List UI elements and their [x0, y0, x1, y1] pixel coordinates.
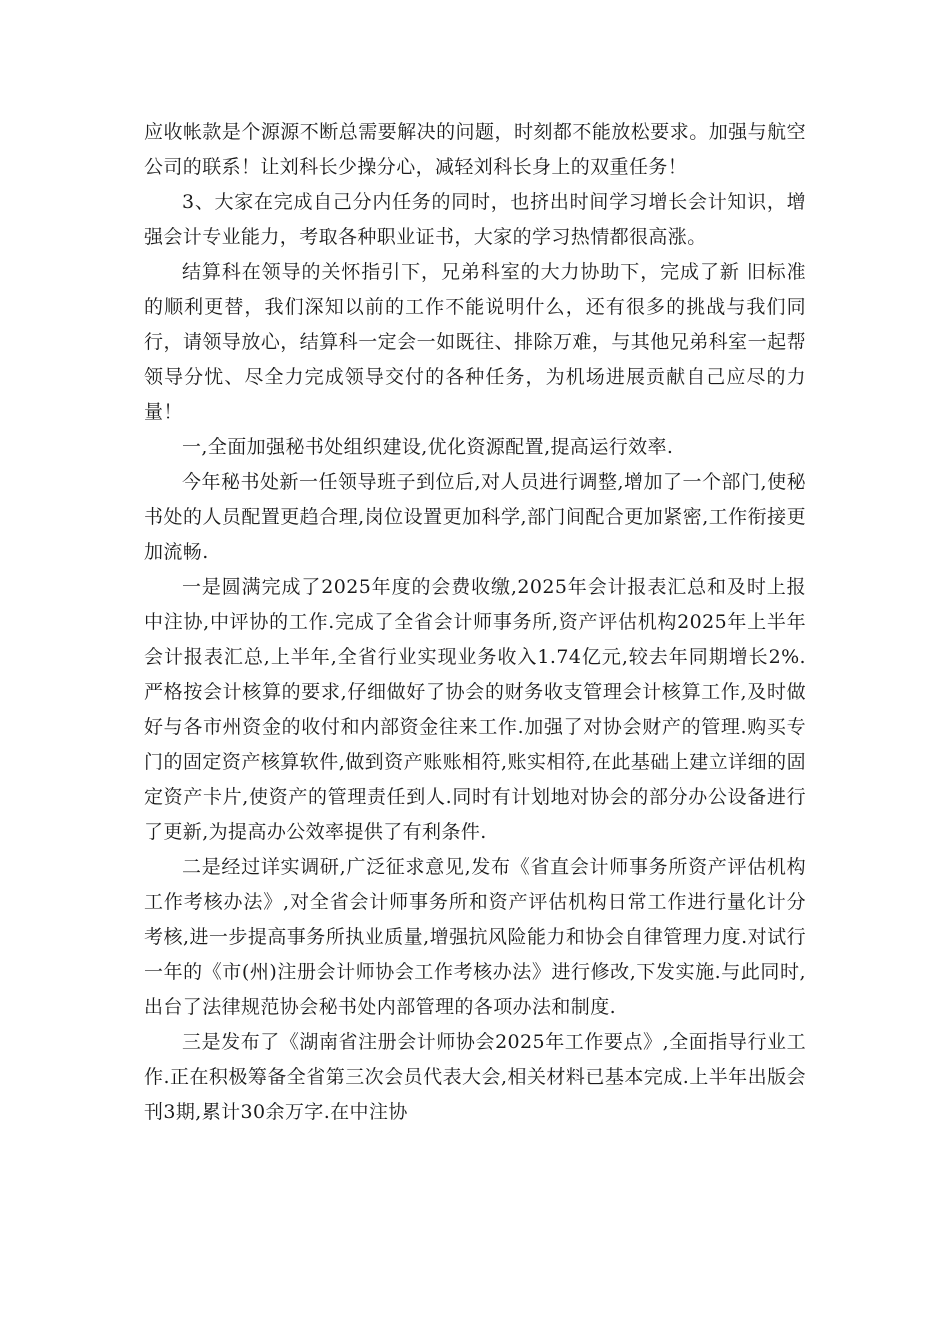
section-heading-organization: 一,全面加强秘书处组织建设,优化资源配置,提高运行效率.	[182, 436, 674, 458]
paragraph-settlement-summary: 结算科在领导的关怀指引下，兄弟科室的大力协助下，完成了新 旧标准的顺利更替，我们深知以前的工作不能说明什么，还有很多的挑战与我们同行，请领导放心，结算科一定会一如既往、排除万难，与其他兄弟科室一起帮领导分忧、尽全力完成领导交付的各种任务，为机场进展贡献自己应尽的力量！	[144, 261, 806, 423]
paragraph-item-3: 3、大家在完成自己分内任务的同时，也挤出时间学习增长会计知识，增强会计专业能力，考取各种职业证书，大家的学习热情都很高涨。	[144, 191, 806, 248]
paragraph-receivables: 应收帐款是个源源不断总需要解决的问题，时刻都不能放松要求。加强与航空公司的联系！让刘科长少操分心，减轻刘科长身上的双重任务！	[144, 121, 806, 178]
paragraph-second-achievement: 二是经过详实调研,广泛征求意见,发布《省直会计师事务所资产评估机构工作考核办法》,对全省会计师事务所和资产评估机构日常工作进行量化计分考核,进一步提高事务所执业质量,增强抗风险能力和协会自律管理力度.对试行一年的《市(州)注册会计师协会工作考核办法》进行修改,下发实施.与此同时,出台了法律规范协会秘书处内部管理的各项办法和制度.	[144, 856, 806, 1018]
document-body	[144, 115, 806, 1130]
paragraph-third-achievement: 三是发布了《湖南省注册会计师协会2025年工作要点》,全面指导行业工作.正在积极筹备全省第三次会员代表大会,相关材料已基本完成.上半年出版会刊3期,累计30余万字.在中注协	[144, 1031, 806, 1123]
paragraph-first-achievement: 一是圆满完成了2025年度的会费收缴,2025年会计报表汇总和及时上报中注协,中评协的工作.完成了全省会计师事务所,资产评估机构2025年上半年会计报表汇总,上半年,全省行业实现业务收入1.74亿元,较去年同期增长2%.严格按会计核算的要求,仔细做好了协会的财务收支管理会计核算工作,及时做好与各市州资金的收付和内部资金往来工作.加强了对协会财产的管理.购买专门的固定资产核算软件,做到资产账账相符,账实相符,在此基础上建立详细的固定资产卡片,使资产的管理责任到人.同时有计划地对协会的部分办公设备进行了更新,为提高办公效率提供了有利条件.	[144, 576, 806, 843]
paragraph-staffing: 今年秘书处新一任领导班子到位后,对人员进行调整,增加了一个部门,使秘书处的人员配置更趋合理,岗位设置更加科学,部门间配合更加紧密,工作衔接更加流畅.	[144, 471, 806, 563]
